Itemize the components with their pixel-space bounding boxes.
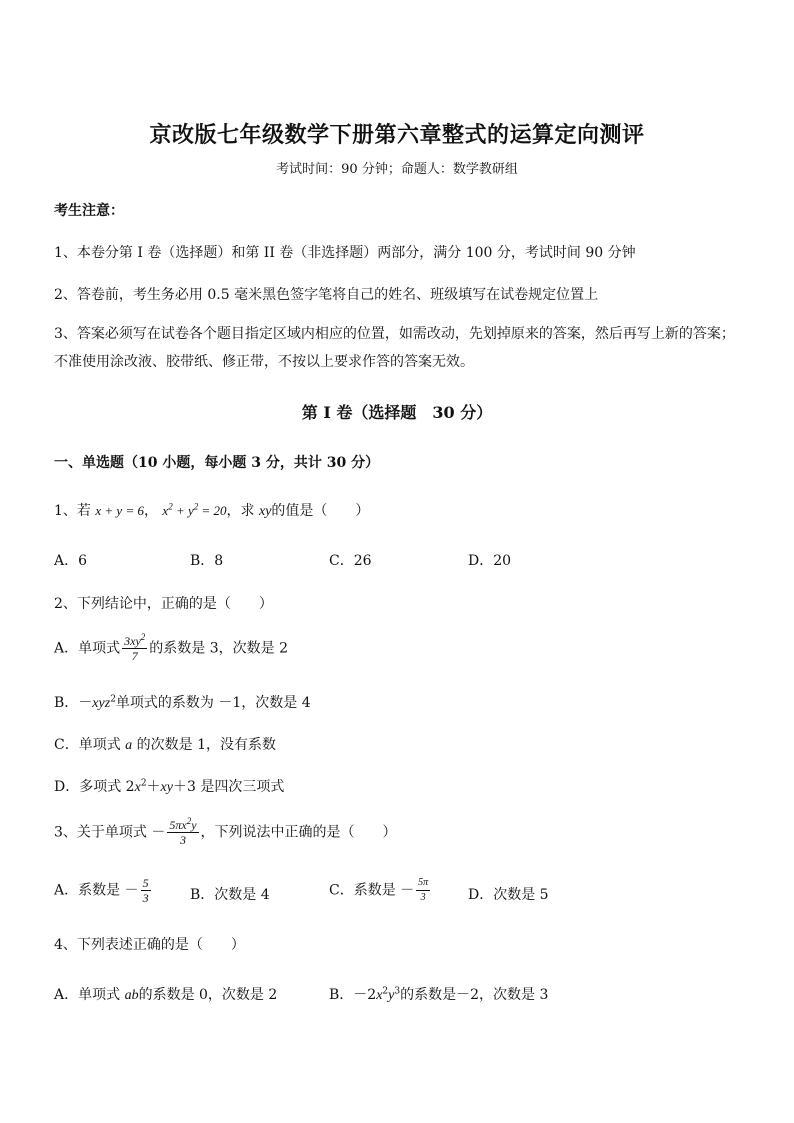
q1-sep: ， (143, 503, 158, 519)
q1-option-b: B．8 (190, 553, 224, 569)
q1-prefix: 1、若 (54, 503, 91, 519)
q4-option-b: B．$-2x^2y^3$的系数是－2，次数是 3 (329, 986, 549, 1003)
q1-suffix: 的值是（ ） (271, 503, 370, 519)
q2-a-fraction: $\frac{3xy^2}{7}$ (124, 632, 146, 663)
question-4: 4、下列表述正确的是（ ） (54, 937, 245, 953)
section-heading: 一、单选题（10 小题，每小题 3 分，共计 30 分） (54, 455, 380, 471)
q1-var: xy (258, 504, 272, 519)
q3-option-b: B．次数是 4 (190, 887, 270, 903)
q1-mid: ，求 (226, 503, 255, 519)
question-1 (54, 500, 369, 520)
notice-item-1: 1、本卷分第 I 卷（选择题）和第 II 卷（非选择题）两部分，满分 100 分，考试时间 90 分钟 (54, 245, 636, 261)
exam-info: 考试时间：90 分钟；命题人：数学教研组 (276, 162, 518, 177)
q1-option-d: D．20 (468, 553, 512, 569)
q1-expr2: $x^2 + y^2 = 20$ (162, 501, 227, 518)
q2-option-a: A．单项式 $\frac{3xy^2}{7}$ 的系数是 3，次数是 2 (54, 632, 288, 663)
q3-fraction: $\frac{5\pi x^2y}{3}$ (169, 816, 197, 847)
page-title: 京改版七年级数学下册第六章整式的运算定向测评 (149, 122, 645, 148)
q4-option-a: A．单项式 ab的系数是 0，次数是 2 (54, 987, 278, 1003)
q2-option-b: B．－xyz$^2$单项式的系数为 －1，次数是 4 (54, 694, 311, 711)
q3-option-a: A．系数是 － $\frac{5}{3}$ (54, 876, 149, 905)
question-2: 2、下列结论中，正确的是（ ） (54, 596, 273, 612)
notice-item-3: 3、答案必须写在试卷各个题目指定区域内相应的位置，如需改动，先划掉原来的答案，然后再写上新的答案；不准使用涂改液、胶带纸、修正带，不按以上要求作答的答案无效。 (54, 326, 735, 370)
q3-option-d: D．次数是 5 (468, 887, 549, 903)
q1-option-a: A．6 (54, 553, 88, 569)
q2-option-c: C．单项式 a 的次数是 1，没有系数 (54, 737, 276, 753)
q1-option-c: C．26 (329, 553, 372, 569)
q3-option-c: C．系数是 － $\frac{5\pi}{3}$ (329, 877, 429, 903)
q2-option-d: D．多项式 $2x^2+xy+3$ 是四次三项式 (54, 778, 285, 795)
q1-expr1: x + y = 6 (95, 503, 144, 518)
notice-heading: 考生注意： (54, 203, 124, 219)
notice-item-2: 2、答卷前，考生务必用 0.5 毫米黑色签字笔将自己的姓名、班级填写在试卷规定位置上 (54, 287, 599, 303)
part1-heading: 第 I 卷（选择题 30 分） (301, 403, 493, 422)
question-3: 3、关于单项式 － $\frac{5\pi x^2y}{3}$ ，下列说法中正确的是（ ） (54, 816, 397, 847)
